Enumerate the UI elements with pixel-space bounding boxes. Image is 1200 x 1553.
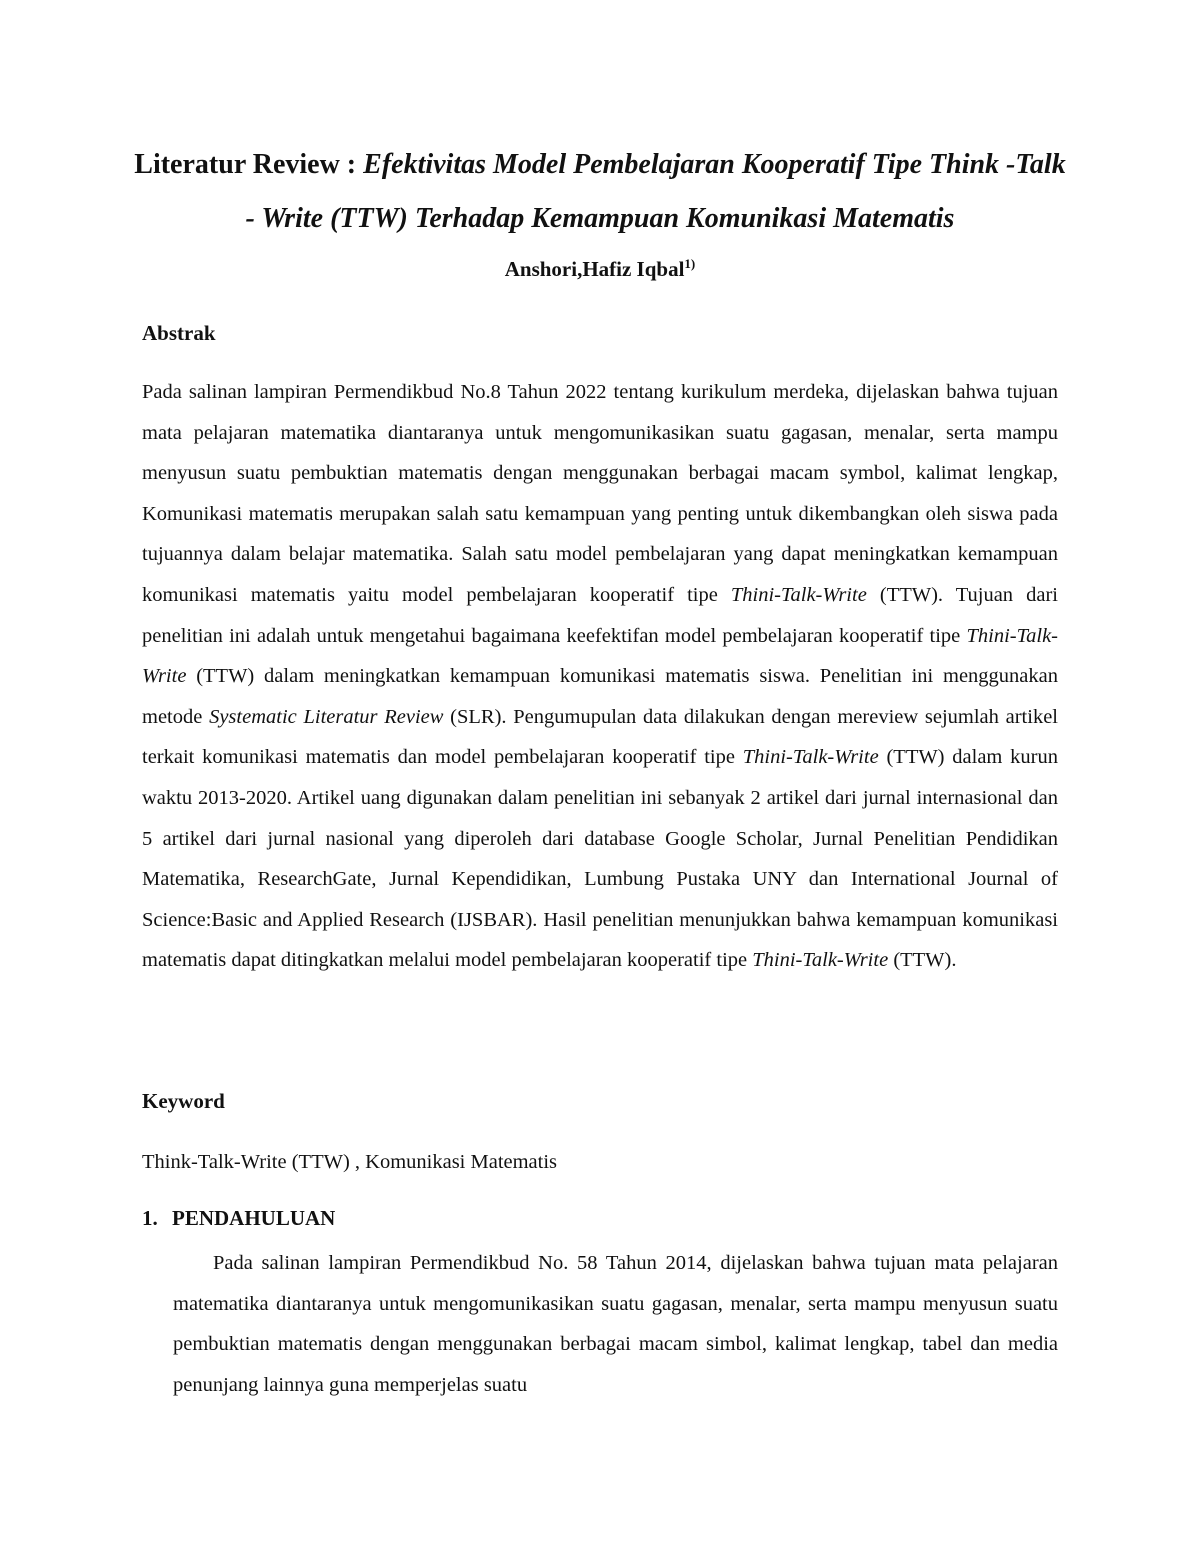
abstract-text xyxy=(142,372,1058,981)
abstract-heading: Abstrak xyxy=(142,321,216,345)
section-heading xyxy=(142,1206,335,1231)
section-title: PENDAHULUAN xyxy=(172,1206,336,1230)
abstract-part: Pada salinan lampiran Permendikbud No.8 Tahun 2022 tentang kurikulum merdeka, dijelaskan bahwa tujuan mata pelajaran matematika diantaranya untuk mengomunikasikan suatu gagasan, menalar, serta mampu menyusun suatu pembuktian matematis dengan menggunakan berbagai macam symbol, kalimat lengkap, Komunikasi matematis merupakan salah satu kemampuan yang penting untuk dikembangkan oleh siswa pada tujuannya dalam belajar matematika. Salah satu model pembelajaran yang dapat meningkatkan kemampuan komunikasi matematis yaitu model pembelajaran kooperatif tipe xyxy=(142,381,1058,606)
author-line xyxy=(130,256,1070,282)
paper-title xyxy=(130,138,1070,246)
abstract-part: (TTW) dalam meningkatkan kemampuan komunikasi matematis siswa. Penelitian ini menggunakan metode xyxy=(142,665,1058,728)
abstract-italic-term: Systematic Literatur Review xyxy=(209,705,444,728)
title-prefix: Literatur Review : xyxy=(134,149,364,180)
abstract-part: (TTW). xyxy=(888,949,957,972)
abstract-italic-term: Thini-Talk-Write xyxy=(730,583,867,606)
abstract-part: (SLR). Pengumupulan data dilakukan dengan mereview sejumlah artikel terkait komunikasi matematis dan model pembelajaran kooperatif tipe xyxy=(142,705,1058,769)
author-affiliation-mark: 1) xyxy=(684,256,696,271)
title-main: Efektivitas Model Pembelajaran Kooperatif Tipe Think -Talk - Write (TTW) Terhadap Kemampuan Komunikasi Matematis xyxy=(245,149,1066,234)
abstract-italic-term: Thini-Talk-Write xyxy=(752,949,889,972)
abstract-italic-term: Thini-Talk-Write xyxy=(742,746,879,769)
author-name: Anshori,Hafiz Iqbal xyxy=(504,257,685,281)
section-body-text: Pada salinan lampiran Permendikbud No. 58 Tahun 2014, dijelaskan bahwa tujuan mata pelajaran matematika diantaranya untuk mengomunikasikan suatu gagasan, menalar, serta mampu menyusun suatu pembuktian matematis dengan menggunakan berbagai macam simbol, kalimat lengkap, tabel dan media penunjang lainnya guna memperjelas suatu xyxy=(173,1252,1058,1396)
abstract-italic-term: Thini-Talk-Write xyxy=(142,624,1058,688)
keyword-text: Think-Talk-Write (TTW) , Komunikasi Matematis xyxy=(142,1151,558,1173)
abstract-part: (TTW) dalam kurun waktu 2013-2020. Artikel uang digunakan dalam penelitian ini sebanyak 2 artikel dari jurnal internasional dan 5 artikel dari jurnal nasional yang diperoleh dari database Google Scholar, Jurnal Penelitian Pendidikan Matematika, ResearchGate, Jurnal Kependidikan, Lumbung Pustaka UNY dan International Journal of Science:Basic and Applied Research (IJSBAR). Hasil penelitian menunjukkan bahwa kemampuan komunikasi matematis dapat ditingkatkan melalui model pembelajaran kooperatif tipe xyxy=(142,746,1058,972)
abstract-part: (TTW). Tujuan dari penelitian ini adalah untuk mengetahui bagaimana keefektifan model pembelajaran kooperatif tipe xyxy=(142,583,1058,647)
keyword-heading: Keyword xyxy=(142,1089,225,1113)
section-number: 1. xyxy=(142,1206,158,1230)
